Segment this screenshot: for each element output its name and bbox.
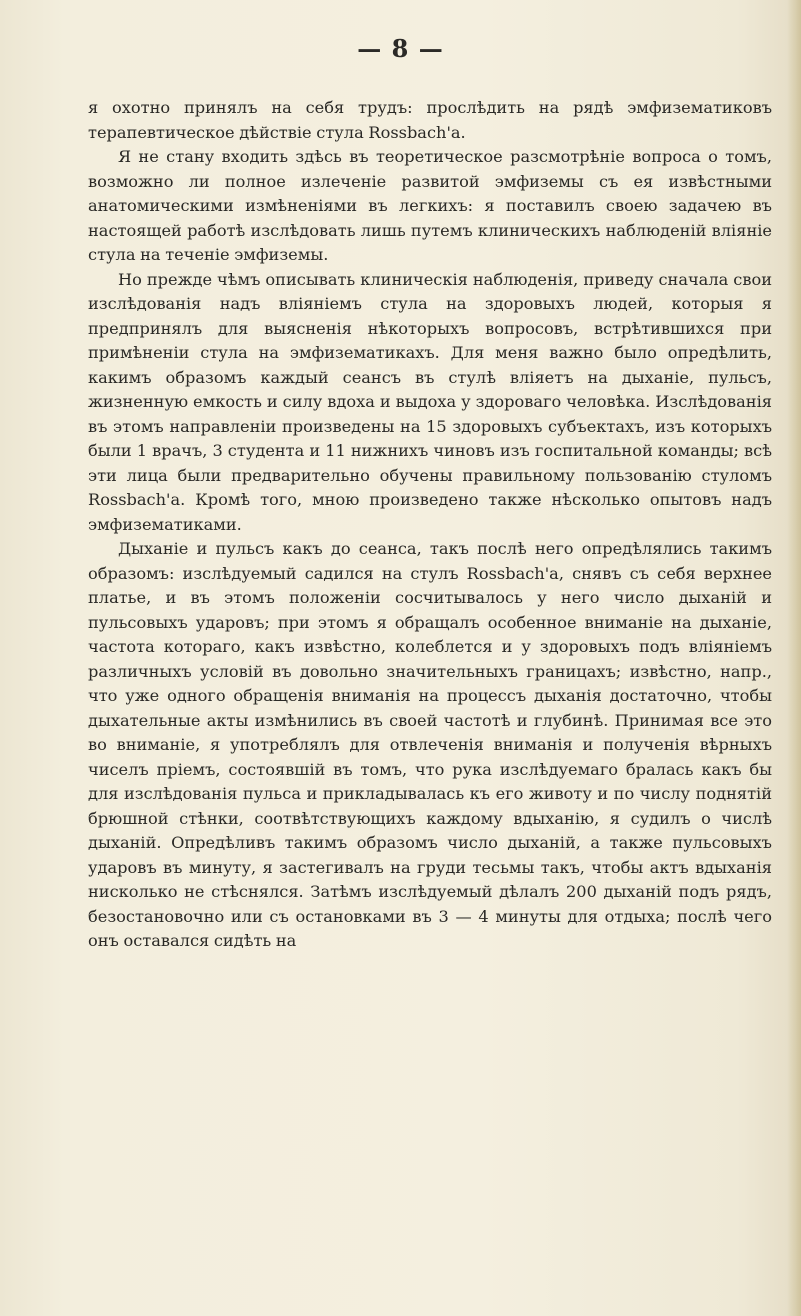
body-text (88, 96, 772, 954)
paragraph-4: Дыханіе и пульсъ какъ до сеанса, такъ послѣ него опредѣлялись такимъ образомъ: изслѣдуемый садился на стулъ Rossbach'а, снявъ съ себя верхнее платье, и въ этомъ положеніи сосчитывалось у него число дыханій и пульсовыхъ ударовъ; при этомъ я обращалъ особенное вниманіе на дыханіе, частота котораго, какъ извѣстно, колеблется и у здоровыхъ подъ вліяніемъ различныхъ условій въ довольно значительныхъ границахъ; извѣстно, напр., что уже одного обращенія вниманія на процессъ дыханія достаточно, чтобы дыхательные акты измѣнились въ своей частотѣ и глубинѣ. Принимая все это во вниманіе, я употреблялъ для отвлеченія вниманія и полученія вѣрныхъ чиселъ пріемъ, состоявшій въ томъ, что рука изслѣдуемаго бралась какъ бы для изслѣдованія пульса и прикладывалась къ его животу и по числу поднятій брюшной стѣнки, соотвѣтствующихъ каждому вдыханію, я судилъ о числѣ дыханій. Опредѣливъ такимъ образомъ число дыханій, а также пульсовыхъ ударовъ въ минуту, я застегивалъ на груди тесьмы такъ, чтобы актъ вдыханія нисколько не стѣснялся. Затѣмъ изслѣдуемый дѣлалъ 200 дыханій подъ рядъ, безостановочно или съ остановками въ 3 — 4 минуты для отдыха; послѣ чего онъ оставался сидѣть на (88, 539, 772, 950)
paragraph-1: я охотно принялъ на себя трудъ: прослѣдить на рядѣ эмфизематиковъ терапевтическое дѣйствіе стула Rossbach'а. (88, 98, 772, 142)
paragraph-2: Я не стану входить здѣсь въ теоретическое разсмотрѣніе вопроса о томъ, возможно ли полное излеченіе развитой эмфиземы съ ея извѣстными анатомическими измѣненіями въ легкихъ: я поставилъ своею задачею въ настоящей работѣ изслѣдовать лишь путемъ клиническихъ наблюденій вліяніе стула на теченіе эмфиземы. (88, 147, 772, 264)
paragraph-3: Но прежде чѣмъ описывать клиническія наблюденія, приведу сначала свои изслѣдованія надъ вліяніемъ стула на здоровыхъ людей, которыя я предпринялъ для выясненія нѣкоторыхъ вопросовъ, встрѣтившихся при примѣненіи стула на эмфизематикахъ. Для меня важно было опредѣлить, какимъ образомъ каждый сеансъ въ стулѣ вліяетъ на дыханіе, пульсъ, жизненную емкость и силу вдоха и выдоха у здороваго человѣка. Изслѣдованія въ этомъ направленіи произведены на 15 здоровыхъ субъектахъ, изъ которыхъ были 1 врачъ, 3 студента и 11 нижнихъ чиновъ изъ госпитальной команды; всѣ эти лица были предварительно обучены правильному пользованію стуломъ Rossbach'а. Кромѣ того, мною произведено также нѣсколько опытовъ надъ эмфизематиками. (88, 269, 772, 534)
page-edge-shadow (787, 0, 801, 1316)
page-number: — 8 — (357, 34, 444, 63)
